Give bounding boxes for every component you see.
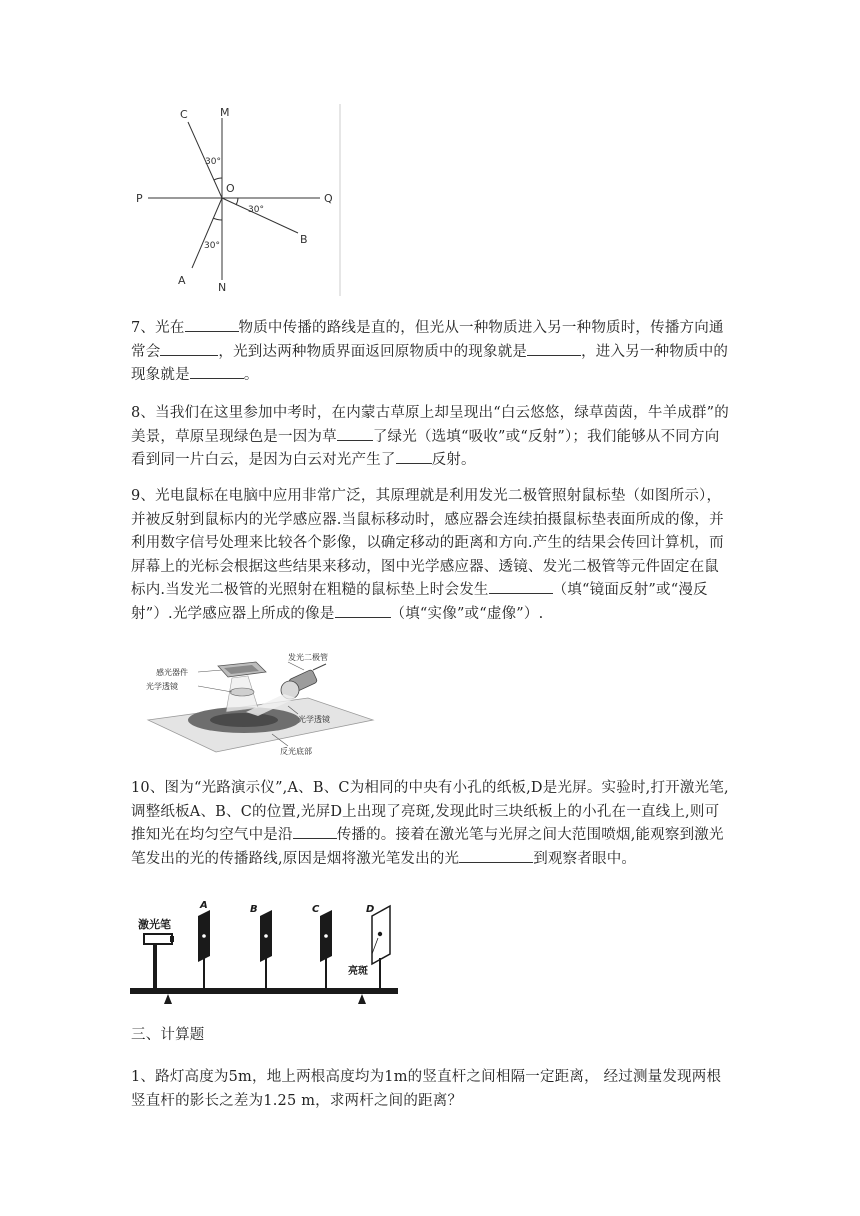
board-b bbox=[260, 910, 272, 988]
label-a: A bbox=[178, 274, 186, 287]
angle-label-top: 30° bbox=[205, 157, 221, 167]
label-laser-pen: 激光笔 bbox=[138, 918, 171, 931]
board-c bbox=[320, 910, 332, 988]
question-9: 9、光电鼠标在电脑中应用非常广泛，其原理就是利用发光二极管照射鼠标垫（如图所示），并被反射到鼠标内的光学感应器.当鼠标移动时，感应器会连续拍摄鼠标垫表面所成的像，并利用数字信号处理来比较各个影像，以确定移动的距离和方向.产生的结果会传回计算机，而屏幕上的光标会根据这些结果来移动，图中光学感应器、透镜、发光二极管等元件固定在鼠标内.当发光二极管的光照射在粗糙的鼠标垫上时会发生 （填“镜面反射”或“漫反射”）.光学感应器上所成的像是 （填“实像”或“虚像”）. bbox=[131, 488, 724, 622]
question-10: 10、图为“光路演示仪”,A、B、C为相同的中央有小孔的纸板,D是光屏。实验时,打开激光笔,调整纸板A、B、C的位置,光屏D上出现了亮斑,发现此时三块纸板上的小孔在一直线上,则可推知光在均匀空气中是沿 传播的。接着在激光笔与光屏之间大范围喷烟,能观察到激光笔发出的光的传播路线,原因是烟将激光笔发出的光 到观察者眼中。 bbox=[131, 780, 729, 867]
ray-oa bbox=[192, 198, 222, 268]
label-a-board: A bbox=[200, 900, 208, 911]
label-lens-right: 光学透镜 bbox=[298, 715, 330, 724]
laser-pen bbox=[144, 934, 174, 988]
label-led: 发光二极管 bbox=[288, 653, 328, 662]
label-light-spot: 亮斑 bbox=[348, 966, 368, 977]
label-b: B bbox=[300, 233, 308, 246]
label-n: N bbox=[218, 281, 227, 294]
label-q: Q bbox=[324, 192, 333, 205]
label-c: C bbox=[180, 108, 188, 121]
ray-ob bbox=[222, 198, 298, 233]
reflection-refraction-figure bbox=[130, 100, 345, 300]
label-sensor: 感光器件 bbox=[156, 668, 188, 677]
question-7: 7、光在 物质中传播的路线是直的，但光从一种物质进入另一种物质时，传播方向通常会 ，光到达两种物质界面返回原物质中的现象就是 ，进入另一种物质中的现象就是 。 bbox=[131, 317, 731, 388]
question-8: 8、当我们在这里参加中考时，在内蒙古草原上却呈现出“白云悠悠，绿草茵茵，牛羊成群”的美景，草原呈现绿色是一因为草 了绿光（选填“吸收”或“反射”）；我们能够从不同方向看到同一片白云，是因为白云对光产生了 反射。 bbox=[131, 405, 729, 468]
optical-mouse-figure bbox=[138, 650, 378, 760]
lens bbox=[230, 688, 254, 696]
answer-blank-7a[interactable] bbox=[185, 317, 239, 332]
label-b-board: B bbox=[250, 904, 258, 915]
label-lens-left: 光学透镜 bbox=[146, 682, 178, 691]
rail bbox=[130, 988, 398, 994]
board-a bbox=[198, 910, 210, 988]
answer-blank-10a[interactable] bbox=[293, 824, 337, 839]
answer-blank-9b[interactable] bbox=[335, 603, 391, 618]
answer-blank-7c[interactable] bbox=[527, 341, 581, 356]
answer-blank-8a[interactable] bbox=[337, 426, 373, 441]
answer-blank-10b[interactable] bbox=[459, 848, 533, 863]
laser-demonstrator-figure bbox=[128, 898, 403, 1008]
answer-blank-7d[interactable] bbox=[190, 364, 244, 379]
answer-blank-7b[interactable] bbox=[160, 341, 218, 356]
label-p: P bbox=[136, 192, 143, 205]
section-title-calc: 三、计算题 bbox=[131, 1027, 205, 1043]
answer-blank-8b[interactable] bbox=[396, 449, 432, 464]
angle-label-right: 30° bbox=[248, 205, 264, 215]
answer-blank-9a[interactable] bbox=[489, 579, 553, 594]
label-c-board: C bbox=[312, 904, 320, 915]
label-m: M bbox=[220, 106, 230, 119]
label-o: O bbox=[226, 182, 235, 195]
label-bottom: 反光底部 bbox=[280, 747, 312, 756]
angle-label-bottom: 30° bbox=[204, 241, 220, 251]
label-d-board: D bbox=[366, 904, 375, 915]
calc-question-1: 1、路灯高度为5m，地上两根高度均为1m的竖直杆之间相隔一定距离， 经过测量发现两根竖直杆的影长之差为1.25 m，求两杆之间的距离？ bbox=[131, 1069, 722, 1109]
led bbox=[281, 664, 326, 699]
